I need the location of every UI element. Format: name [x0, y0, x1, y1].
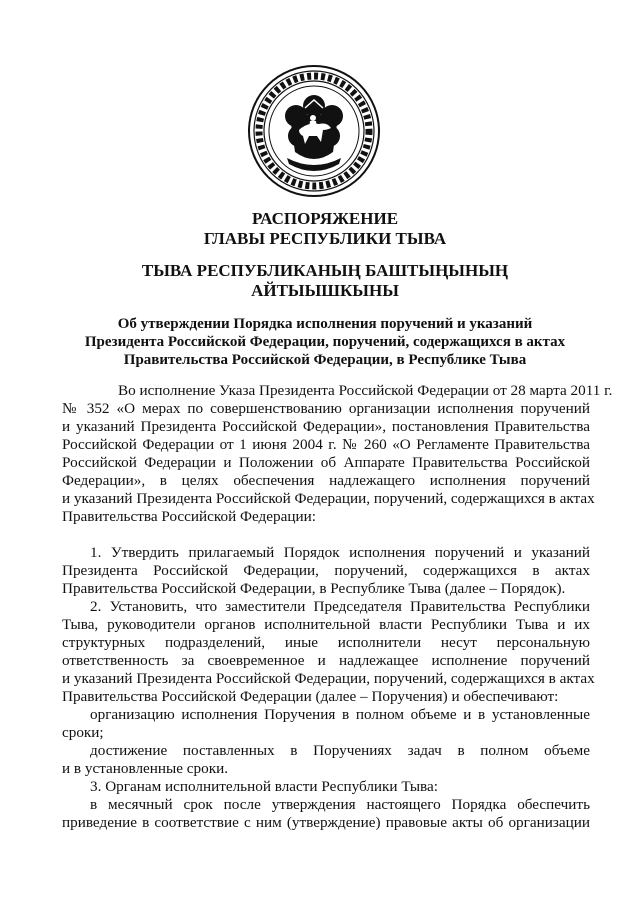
heading-line-1: РАСПОРЯЖЕНИЕ — [251, 209, 399, 228]
document-type-heading — [60, 209, 590, 249]
text-line: Правительства Российской Федерации: — [62, 508, 316, 525]
item-2-paragraph — [62, 598, 595, 706]
text-line: приведение в соответствие с ним (утверждение) правовые акты об организации — [62, 814, 590, 831]
title-line-1: Об утверждении Порядка исполнения поручений и указаний — [117, 316, 533, 332]
heading-line-3: ТЫВА РЕСПУБЛИКАНЫҢ БАШТЫҢЫНЫҢ — [141, 261, 509, 280]
coat-of-arms-emblem — [247, 64, 381, 198]
text-line: в месячный срок после утверждения настоящего Порядка обеспечить — [90, 796, 590, 813]
text-line: № 352 «О мерах по совершенствованию организации исполнения поручений — [62, 400, 590, 417]
heading-line-2: ГЛАВЫ РЕСПУБЛИКИ ТЫВА — [203, 229, 447, 248]
text-line: Российской Федерации и Положении об Аппарате Правительства Российской — [62, 454, 590, 471]
item-3a-paragraph — [62, 796, 590, 832]
text-line: Президента Российской Федерации, поручений, содержащихся в актах — [62, 562, 590, 579]
text-line: достижение поставленных в Поручениях задач в полном объеме — [90, 742, 590, 759]
text-line: ответственность за своевременное и надлежащее исполнение поручений — [62, 652, 590, 669]
text-line: Правительства Российской Федерации (далее – Поручения) и обеспечивают: — [62, 688, 559, 705]
document-title — [60, 315, 590, 369]
text-line: сроки; — [62, 724, 104, 741]
text-line: Российской Федерации от 1 июня 2004 г. № 260 «О Регламенте Правительства — [62, 436, 590, 453]
text-line: и указаний Президента Российской Федерации, поручений, содержащихся в актах — [62, 490, 595, 507]
title-line-3: Правительства Российской Федерации, в Республике Тыва — [123, 352, 527, 368]
document-type-heading-tuvan — [60, 261, 590, 301]
preamble-paragraph — [62, 382, 613, 526]
heading-line-4: АЙТЫЫШКЫНЫ — [251, 281, 399, 300]
text-line: 3. Органам исполнительной власти Республики Тыва: — [90, 778, 438, 795]
text-line: и указаний Президента Российской Федерации, поручений, содержащихся в актах — [62, 670, 595, 687]
text-line: Федерации», в целях обеспечения надлежащего исполнения поручений — [62, 472, 590, 489]
item-2b-paragraph — [62, 742, 590, 778]
text-line: 1. Утвердить прилагаемый Порядок исполнения поручений и указаний — [90, 544, 590, 561]
text-line: и указаний Президента Российской Федерации», постановления Правительства — [62, 418, 590, 435]
item-3-paragraph — [62, 778, 590, 796]
text-line: структурных подразделений, иные исполнители несут персональную — [62, 634, 590, 651]
title-line-2: Президента Российской Федерации, поручений, содержащихся в актах — [84, 334, 566, 350]
text-line: и в установленные сроки. — [62, 760, 229, 777]
item-2a-paragraph — [62, 706, 590, 742]
text-line: организацию исполнения Поручения в полном объеме и в установленные — [90, 706, 590, 723]
text-line: Правительства Российской Федерации, в Республике Тыва (далее – Порядок). — [62, 580, 566, 597]
text-line: Тыва, руководители органов исполнительной власти Республики Тыва и их — [62, 616, 590, 633]
text-line: 2. Установить, что заместители Председателя Правительства Республики — [90, 598, 590, 615]
paragraph-gap — [62, 526, 590, 544]
item-1-paragraph — [62, 544, 590, 598]
document-body — [62, 382, 613, 832]
text-line: Во исполнение Указа Президента Российской Федерации от 28 марта 2011 г. — [118, 382, 613, 399]
